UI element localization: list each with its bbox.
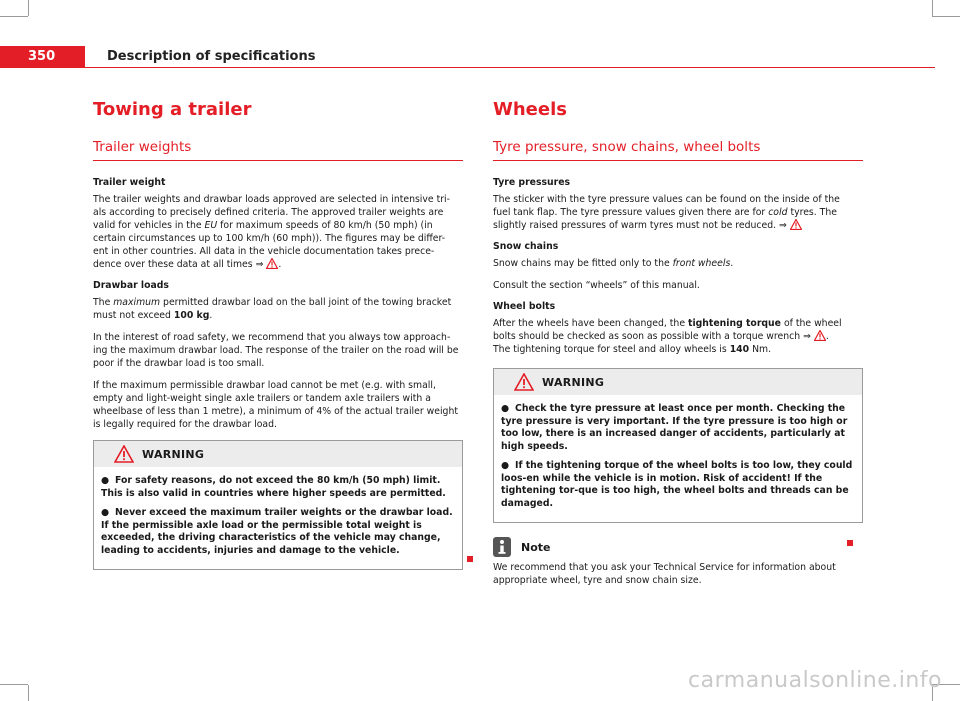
text-line: Nm. [749,344,772,355]
text-line: The [93,297,114,308]
warning-header [494,369,862,395]
bullet-text: Never exceed the maximum trailer weights or the drawbar load. If the permissible axle load or the permissible total weight is exceeded, the driving characteristics of the vehicle may change, leading to accidents, injuries and damage to the vehicle. [101,507,453,556]
text-line: must not exceed [93,310,174,321]
emphasis: EU [204,220,218,231]
text-line: fuel tank flap. The tyre pressure values given there are for [493,207,769,218]
bullet-text: Check the tyre pressure at least once per month. Checking the tyre pressure is very important. If the tyre pressure is too high or too low, there is an increased danger of accidents, particularly at high speeds. [501,403,848,452]
text-line: dence over these data at all times ⇒ [93,259,264,270]
paragraph [493,257,863,270]
page-number: 350 [0,46,85,68]
section-title: Wheels [493,99,567,120]
text-line: permitted drawbar load on the ball joint of the towing bracket [160,297,452,308]
warning-bullet: ● For safety reasons, do not exceed the 80 km/h (50 mph) limit. This is also valid in countries where higher speeds are permitted. [101,475,446,499]
section-subtitle: Tyre pressure, snow chains, wheel bolts [493,138,863,161]
warning-header [94,441,462,467]
paragraph: Consult the section “wheels” of this manual. [493,280,700,291]
paragraph [493,193,863,232]
bullet-text: If the tightening torque of the wheel bolts is too low, they could loos-en while the vehicle is in motion. Risk of accident! If the tightening tor-que is too high, the wheel bolts and threads can be damaged. [501,460,853,509]
warning-label: WARNING [142,447,205,461]
emphasis: maximum [113,297,161,308]
section-subtitle: Trailer weights [93,138,463,161]
warning-icon [514,373,534,391]
text-line: ent in other countries. All data in the vehicle documentation takes prece- [93,246,435,257]
text-line: . [209,310,213,321]
text-line: slightly raised pressures of warm tyres must not be reduced. ⇒ [493,220,787,231]
text-line: certain circumstances up to 100 km/h (60 mph)). The figures may be differ- [93,233,446,244]
warning-box [493,368,863,523]
tyre-section [493,177,863,356]
text-line: The trailer weights and drawbar loads approved are selected in intensive tri- [93,194,450,205]
note-label: Note [521,540,551,554]
text-line: The sticker with the tyre pressure values can be found on the inside of the [493,194,840,205]
text-line: als according to precisely defined criteria. The approved trailer weights are [93,207,444,218]
emphasis: front wheels [672,258,731,269]
subheading: Drawbar loads [93,280,169,291]
section-title: Towing a trailer [93,99,252,120]
info-icon [493,537,511,557]
warning-icon[interactable] [790,219,802,230]
warning-bullet: ● Check the tyre pressure at least once per month. Checking the tyre pressure is very important. If the tyre pressure is too high or too low, there is an increased danger of accidents, particularly at high speeds. [501,403,848,452]
text-line: After the wheels have been changed, the [493,318,689,329]
warning-bullet: ● If the tightening torque of the wheel bolts is too low, they could loos-en while the vehicle is in motion. Risk of accident! If the tightening tor-que is too high, the wheel bolts and threads can be damaged. [501,460,853,509]
note-text: We recommend that you ask your Technical Service for information about appropriate wheel, tyre and snow chain size. [493,562,836,586]
crop-mark [932,16,960,17]
emphasis: cold [768,207,788,218]
text-line: valid for vehicles in the [93,220,205,231]
trailer-weight-section [93,177,463,431]
subheading: Snow chains [493,241,559,252]
subheading: Trailer weight [93,177,166,188]
text-line: of the wheel [780,318,842,329]
emphasis: tightening torque [688,318,781,329]
warning-body [94,467,462,569]
section-end-marker [467,556,473,562]
text-line: tyres. The [787,207,837,218]
crop-mark [0,684,28,685]
warning-icon [114,445,134,463]
warning-icon[interactable] [814,330,826,341]
section-end-marker [847,540,853,546]
crop-mark [0,16,28,17]
text-line: for maximum speeds of 80 km/h (50 mph) (in [217,220,433,231]
note-header [493,537,863,557]
right-column [493,98,863,596]
paragraph: The trailer weights and drawbar loads approved are selected in intensive tri- als according to precisely defined criteria. The approved trailer weights are valid for vehicles in the EU for maximum speeds of 80 km/h (50 mph) (in certain circumstances up to 100 km/h (60 mph)). The figures may be differ- ent in other countries. All data in the vehicle documentation takes prece- dence over these data at all times ⇒ . [93,194,450,270]
crop-mark [28,0,29,16]
watermark: carmanualsonline.info [688,668,942,693]
subheading: Tyre pressures [493,177,571,188]
warning-box [93,440,463,570]
paragraph [93,296,463,322]
crop-mark [932,0,933,16]
warning-label: WARNING [542,375,605,389]
crop-mark [28,685,29,701]
subheading: Wheel bolts [493,301,556,312]
warning-icon[interactable] [266,258,278,269]
text-line: . [730,258,734,269]
emphasis: 100 kg [173,310,210,321]
running-title: Description of specifications [107,49,316,64]
warning-body [494,395,862,522]
left-column [93,98,463,570]
paragraph: If the maximum permissible drawbar load cannot be met (e.g. with small, empty and light-weight single axle trailers or tandem axle trailers with a wheelbase of less than 1 metre), a minimum of 4% of the actual trailer weight is legally required for the drawbar load. [93,380,458,430]
paragraph: After the wheels have been changed, the tightening torque of the wheel bolts should be checked as soon as possible with a torque wrench ⇒ . The tightening torque for steel and alloy wheels is 140 Nm. [493,318,842,355]
bullet-text: For safety reasons, do not exceed the 80 km/h (50 mph) limit. This is also valid in countries where higher speeds are permitted. [101,475,446,499]
text-line: bolts should be checked as soon as possible with a torque wrench ⇒ [493,331,811,342]
emphasis: 140 [729,344,750,355]
text-line: The tightening torque for steel and alloy wheels is [493,344,730,355]
header-rule [85,67,935,68]
warning-bullet: ● Never exceed the maximum trailer weights or the drawbar load. If the permissible axle load or the permissible total weight is exceeded, the driving characteristics of the vehicle may change, leading to accidents, injuries and damage to the vehicle. [101,507,453,556]
text-line: Snow chains may be fitted only to the [493,258,673,269]
paragraph: In the interest of road safety, we recommend that you always tow approach-ing the maximum drawbar load. The response of the trailer on the road will be poor if the drawbar load is too small. [93,332,459,369]
